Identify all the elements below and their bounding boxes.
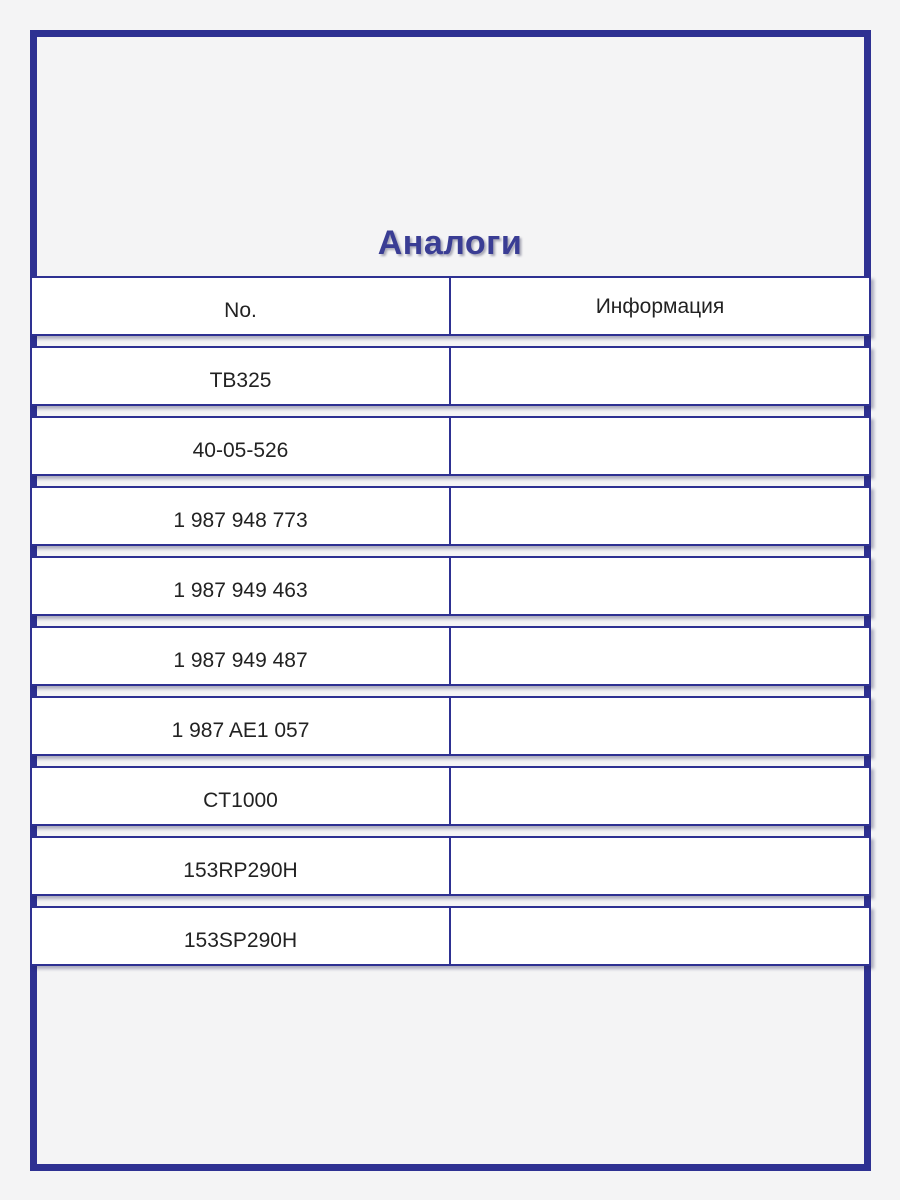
info-cell — [449, 906, 871, 966]
part-number-cell — [30, 556, 451, 616]
analogs-table — [30, 276, 871, 976]
info-cell — [449, 696, 871, 756]
page-title: Аналоги — [377, 224, 523, 262]
part-number: 153RP290H — [183, 859, 298, 882]
part-number-cell — [30, 836, 451, 896]
part-number: CT1000 — [203, 789, 278, 812]
table-row — [30, 696, 871, 756]
column-header-info — [449, 276, 871, 336]
info-cell — [449, 766, 871, 826]
part-number-cell — [30, 626, 451, 686]
table-row — [30, 906, 871, 966]
part-number: 40-05-526 — [192, 439, 289, 462]
table-row — [30, 486, 871, 546]
column-header-no-label: No. — [224, 299, 257, 322]
info-cell — [449, 346, 871, 406]
part-number-cell — [30, 696, 451, 756]
table-row — [30, 836, 871, 896]
part-number-cell — [30, 906, 451, 966]
info-cell — [449, 486, 871, 546]
part-number-cell — [30, 416, 451, 476]
table-header-row — [30, 276, 871, 336]
part-number: 1 987 949 487 — [173, 649, 308, 672]
table-row — [30, 346, 871, 406]
table-row — [30, 416, 871, 476]
part-number: 153SP290H — [183, 929, 298, 952]
table-row — [30, 766, 871, 826]
column-header-no — [30, 276, 451, 336]
table-row — [30, 626, 871, 686]
info-cell — [449, 836, 871, 896]
part-number: 1 987 949 463 — [173, 579, 308, 602]
part-number: 1 987 948 773 — [173, 509, 308, 532]
part-number-cell — [30, 346, 451, 406]
column-header-info-label: Информация — [595, 295, 725, 318]
info-cell — [449, 556, 871, 616]
table-row — [30, 556, 871, 616]
info-cell — [449, 626, 871, 686]
part-number: TB325 — [209, 369, 272, 392]
part-number-cell — [30, 486, 451, 546]
part-number-cell — [30, 766, 451, 826]
info-cell — [449, 416, 871, 476]
part-number: 1 987 AE1 057 — [171, 719, 310, 742]
